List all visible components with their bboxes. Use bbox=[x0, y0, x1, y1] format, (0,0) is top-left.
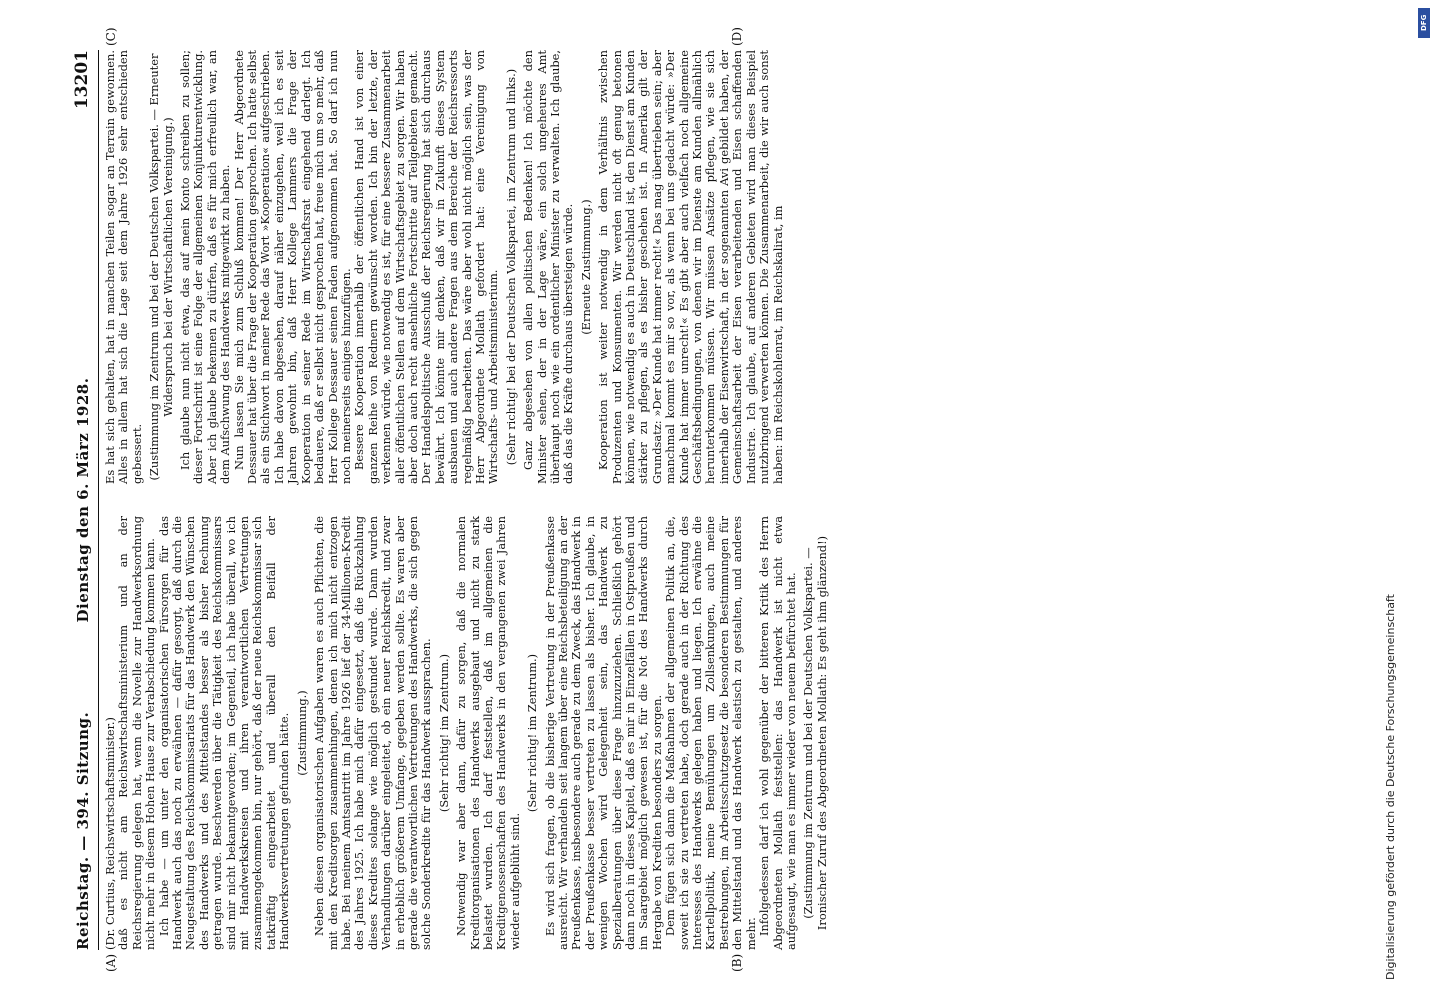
paragraph: Es hat sich gehalten, hat in manchen Teilen sogar an Terrain gewonnen. Alles in allem hat sich die Lage seit dem Jahre 1926 sehr entschieden gebessert. bbox=[103, 50, 144, 484]
header-date: Dienstag den 6. März 1928. bbox=[74, 377, 92, 623]
left-column bbox=[104, 516, 833, 950]
paragraph: Ich habe — um unter den organisatorischen Fürsorgen für das Handwerk auch das noch zu erwähnen — dafür gesorgt, daß durch die Neugestaltung des Reichskommissariats für das Handwerk den Wünschen des Handwerks und des Mittelstandes besser als bisher Rechnung getragen wurde. Beschwerden über die Tätigkeit des Reichskommissars sind mir nicht bekanntgeworden; im Gegenteil, ich habe überall, wo ich mit Handwerkskreisen und ihren verantwortlichen Vertretungen zusammengekommen bin, nur gehört, daß der neue Reichskommissar sich tatkräftig eingearbeitet und überall den Beifall der Handwerksvertretungen gefunden hätte. bbox=[156, 516, 292, 950]
interjection: (Sehr richtig! bei der Deutschen Volkspartei, im Zentrum und links.) bbox=[503, 68, 518, 466]
margin-mark-c: (C) bbox=[104, 27, 118, 46]
paragraph: Neben diesen organisatorischen Aufgaben waren es auch Pflichten, die mit den Kreditsorgen zusammenhingen, denen ich mich nicht entzogen habe. Bei meinem Amtsantritt im Jahre 1926 lief der 34-Millionen-Kredit des Jahres 1925. Ich habe mich dafür eingesetzt, daß die Rückzahlung dieses Kredites solange wie möglich gestundet wurde. Dann wurden Verhandlungen darüber eingeleitet, ob ein neuer Reichskredit, und zwar in erheblich größerem Umfange, gegeben werden sollte. Es waren aber gerade die verantwortlichen Vertretungen des Handwerks, die sich gegen solche Sonderkredite für das Handwerk aussprachen. bbox=[312, 516, 434, 950]
margin-mark-b: (B) bbox=[730, 953, 744, 972]
paragraph: Nun lassen Sie mich zum Schluß kommen! Der Herr Abgeordnete Dessauer hat über die Frage der Kooperation gesprochen. Ich hatte selbst als ein Stichwort in meiner Rede das Wort »Kooperation« aufgeschrieben. Ich habe davon abgesehen, darauf näher einzugehen, weil ich es seit Jahren gewohnt bin, daß Herr Kollege Lammers die Frage der Kooperation in seiner Rede im Wirtschaftsrat eingehend darlegt. Ich bedauere, daß er selbst nicht gesprochen hat, freue mich um so mehr, daß Herr Kollege Dessauer seinen Faden aufgenommen hat. So darf ich nun noch meinerseits einiges hinzufügen. bbox=[231, 50, 353, 484]
paragraph: daß es nicht am Reichswirtschaftsministerium und an der Reichsregierung gelegen hat, wenn die Novelle zur Handwerksordnung nicht mehr in diesem Hohen Hause zur Verabschiedung kommen kann. bbox=[116, 516, 158, 950]
paragraph: Es wird sich fragen, ob die bisherige Vertretung in der Preußenkasse ausreicht. Wir verhandeln seit langem über eine Reichsbeteiligung an der Preußenkasse, insbesondere auch gerade zu dem Zweck, das Handwerk in der Preußenkasse besser vertreten zu lassen als bisher. Ich glaube, in wenigen Wochen wird Gelegenheit sein, das Handwerk zu Spezialberatungen über diese Frage hinzuzuziehen. Schließlich gehört dann noch in dieses Kapitel, daß es mir in Einzelfällen in Ostpreußen und im Saargebiet möglich gewesen ist, für die Not des Handwerks durch Hergabe von Krediten besonders zu sorgen. bbox=[542, 516, 664, 950]
header-session: Reichstag. — 394. Sitzung. bbox=[74, 711, 92, 950]
paragraph: Ganz abgesehen von allen politischen Bedenken! Ich möchte den Minister sehen, der in der Lage wäre, ein solch ungeheures Amt überhaupt noch wie ein ordentlicher Minister zu verwalten. Ich glaube, daß das die Kräfte durchaus übersteigen würde. bbox=[521, 50, 576, 484]
interjection: (Zustimmung im Zentrum und bei der Deutschen Volkspartei. — Erneuter Widerspruch bei der Wirtschaftlichen Vereinigung.) bbox=[147, 53, 175, 481]
paragraph: Dem fügen sich dann die Maßnahmen der allgemeinen Politik an, die, soweit ich sie zu vertreten habe, doch gerade auch in der Richtung des Interesses des Handwerks gelegen haben und liegen. Ich erwähne die Kartellpolitik, meine Bemühungen um Zollsenkungen, auch meine Bestrebungen, im Arbeitsschutzgesetz die besonderen Bestimmungen für den Mittelstand und das Handwerk elastisch zu gestalten, und anderes mehr. bbox=[663, 516, 758, 950]
page-header bbox=[70, 50, 99, 950]
paragraph: Bessere Kooperation innerhalb der öffentlichen Hand ist von einer ganzen Reihe von Rednern gewünscht worden. Ich bin der letzte, der verkennen würde, wie notwendig es ist, für eine bessere Zusammenarbeit aller öffentlichen Stellen auf dem Wirtschaftsgebiet zu sorgen. Wir haben aber doch auch recht ansehnliche Fortschritte auf Teilgebieten gemacht. Der Handelspolitische Ausschuß der Reichsregierung hat sich durchaus bewährt. Ich könnte mir denken, daß wir in Zukunft dieses System ausbauen und auch andere Fragen aus dem Bereiche der Reichsressorts regelmäßig bearbeiten. Das wäre aber wohl nicht möglich sein, was der Herr Abgeordnete Mollath gefordert hat: eine Vereinigung von Wirtschafts- und Arbeitsministerium. bbox=[352, 50, 501, 484]
interjection: (Sehr richtig! im Zentrum.) bbox=[436, 653, 451, 813]
interjection: (Zustimmung im Zentrum und bei der Deutschen Volkspartei. — Ironischer Zuruf des Abgeordneten Mollath: Es geht ihm glänzend!) bbox=[801, 535, 829, 931]
margin-mark-a: (A) bbox=[104, 953, 118, 972]
dfg-logo: DFG bbox=[1418, 8, 1430, 38]
interjection: (Sehr richtig! im Zentrum.) bbox=[525, 653, 540, 813]
page-number: 13201 bbox=[72, 50, 92, 110]
paragraph: Infolgedessen darf ich wohl gegenüber der bitteren Kritik des Herrn Abgeordneten Mollath feststellen: das Handwerk ist nicht etwa aufgesaugt, wie man es immer wieder von neuem befürchtet hat. bbox=[757, 516, 798, 950]
digitization-credit: Digitalisierung gefördert durch die Deutsche Forschungsgemeinschaft bbox=[1384, 594, 1397, 980]
interjection: (Zustimmung.) bbox=[294, 690, 309, 776]
paragraph: Notwendig war aber dann, dafür zu sorgen, daß die normalen Kreditorganisationen des Handwerks ausgebaut und nicht zu stark belastet wurden. Ich darf feststellen, daß im allgemeinen die Kreditgenossenschaften des Handwerks in den vergangenen zwei Jahren wieder aufgeblüht sind. bbox=[454, 516, 522, 950]
paragraph: Kooperation ist weiter notwendig in dem Verhältnis zwischen Produzenten und Konsumenten. Wir werden nicht oft genug betonen können, wie notwendig es auch in Deutschland ist, den Dienst am Kunden stärker zu pflegen, als es bisher geschehen ist. In Amerika gilt der Grundsatz: »Der Kunde hat immer recht!« Das mag übertrieben sein; aber manchmal kommt es mir so vor, als wenn bei uns gedacht würde: »Der Kunde hat immer unrecht!« Es gibt aber auch vielfach noch allgemeine Geschäftsbedingungen, von denen wir im Dienste am Kunden allmählich herunterkommen müssen. Wir müssen Ansätze pflegen, wie sie sich innerhalb der Eisenwirtschaft, in der sogenannten Avi gebildet haben, der Gemeinschaftsarbeit der Eisen verarbeitenden und Eisen schaffenden Industrie. Ich glaube, auf anderen Gebieten wird man dieses Beispiel nutzbringend verwerten können. Die Zusammenarbeit, die wir auch sonst haben: im Reichskohlenrat, im Reichskalirat, im bbox=[596, 50, 785, 484]
document-page bbox=[70, 27, 1380, 972]
paragraph: (Dr. Curtius, Reichswirtschaftsminister.) bbox=[103, 717, 117, 950]
interjection: (Erneute Zustimmung.) bbox=[578, 199, 593, 335]
right-column bbox=[104, 50, 785, 484]
paragraph: Ich glaube nun nicht etwa, das auf mein Konto schreiben zu sollen; dieser Fortschritt ist eine Folge der allgemeinen Konjunkturentwicklung. Aber ich glaube bekennen zu dürfen, daß es für mich erfreulich war, an dem Aufschwung des Handwerks mitgewirkt zu haben. bbox=[178, 50, 233, 484]
margin-mark-d: (D) bbox=[730, 27, 744, 46]
